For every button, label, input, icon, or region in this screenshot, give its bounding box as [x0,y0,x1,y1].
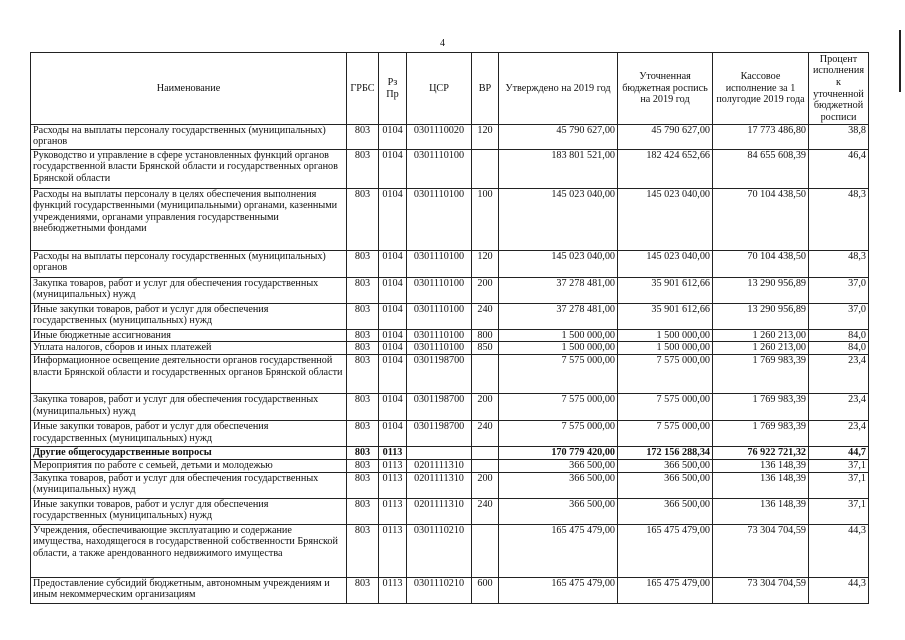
cell-refined: 7 575 000,00 [618,394,713,421]
cell-csr: 0301198700 [407,355,472,394]
cell-refined: 1 500 000,00 [618,330,713,342]
cell-rzpr: 0113 [379,577,407,603]
cell-rzpr: 0113 [379,460,407,472]
cell-cash: 73 304 704,59 [713,577,809,603]
cell-grbs: 803 [347,498,379,524]
cell-csr: 0301110210 [407,577,472,603]
cell-cash: 1 260 213,00 [713,330,809,342]
cell-approved: 145 023 040,00 [499,189,618,251]
cell-grbs: 803 [347,577,379,603]
cell-rzpr: 0104 [379,304,407,330]
cell-grbs: 803 [347,421,379,447]
cell-grbs: 803 [347,460,379,472]
cell-refined: 145 023 040,00 [618,189,713,251]
table-row [31,278,869,304]
cell-approved: 1 500 000,00 [499,342,618,355]
cell-rzpr: 0104 [379,251,407,278]
cell-csr: 0301110100 [407,189,472,251]
cell-grbs: 803 [347,342,379,355]
cell-name: Иные бюджетные ассигнования [31,330,347,342]
cell-name: Расходы на выплаты персоналу государственных (муниципальных) органов [31,125,347,150]
cell-cash: 136 148,39 [713,498,809,524]
table-row [31,304,869,330]
cell-vr: 240 [472,421,499,447]
cell-refined: 182 424 652,66 [618,150,713,189]
cell-grbs: 803 [347,278,379,304]
header-approved: Утверждено на 2019 год [499,53,618,125]
cell-csr: 0201111310 [407,460,472,472]
cell-csr: 0301198700 [407,394,472,421]
cell-csr: 0301110100 [407,342,472,355]
cell-approved: 7 575 000,00 [499,421,618,447]
cell-cash: 70 104 438,50 [713,189,809,251]
cell-approved: 37 278 481,00 [499,304,618,330]
cell-refined: 366 500,00 [618,498,713,524]
cell-cash: 1 769 983,39 [713,394,809,421]
cell-grbs: 803 [347,304,379,330]
cell-approved: 145 023 040,00 [499,251,618,278]
cell-percent: 37,0 [809,278,869,304]
cell-grbs: 803 [347,355,379,394]
cell-csr: 0301110100 [407,304,472,330]
cell-percent: 37,1 [809,472,869,498]
header-refined: Уточненная бюджетная роспись на 2019 год [618,53,713,125]
cell-vr [472,355,499,394]
cell-rzpr: 0104 [379,150,407,189]
cell-grbs: 803 [347,251,379,278]
cell-vr: 200 [472,394,499,421]
cell-name: Руководство и управление в сфере установленных функций органов государственной власти Брянской области и государственных органов Брянской области [31,150,347,189]
cell-percent: 44,7 [809,447,869,460]
table-row [31,524,869,577]
table-row [31,447,869,460]
cell-cash: 136 148,39 [713,472,809,498]
cell-refined: 165 475 479,00 [618,524,713,577]
cell-csr [407,447,472,460]
cell-vr: 600 [472,577,499,603]
cell-refined: 45 790 627,00 [618,125,713,150]
cell-percent: 84,0 [809,330,869,342]
cell-cash: 70 104 438,50 [713,251,809,278]
table-header-row [31,53,869,125]
cell-vr: 240 [472,304,499,330]
cell-refined: 7 575 000,00 [618,421,713,447]
cell-name: Другие общегосударственные вопросы [31,447,347,460]
cell-cash: 1 769 983,39 [713,355,809,394]
cell-rzpr: 0104 [379,342,407,355]
cell-refined: 35 901 612,66 [618,278,713,304]
cell-vr [472,460,499,472]
cell-name: Закупка товаров, работ и услуг для обеспечения государственных (муниципальных) нужд [31,394,347,421]
table-row [31,577,869,603]
cell-approved: 183 801 521,00 [499,150,618,189]
cell-cash: 73 304 704,59 [713,524,809,577]
cell-approved: 45 790 627,00 [499,125,618,150]
cell-approved: 37 278 481,00 [499,278,618,304]
cell-percent: 38,8 [809,125,869,150]
cell-name: Закупка товаров, работ и услуг для обеспечения государственных (муниципальных) нужд [31,278,347,304]
cell-name: Расходы на выплаты персоналу в целях обеспечения выполнения функций государственными (муниципальными) органами, казенными учреждениями, органами управления государственными внебюджетными фондами [31,189,347,251]
table-row [31,150,869,189]
table-row [31,125,869,150]
cell-name: Учреждения, обеспечивающие эксплуатацию и содержание имущества, находящегося в государственной собственности Брянской области, а также арендованного недвижимого имущества [31,524,347,577]
cell-grbs: 803 [347,394,379,421]
header-csr: ЦСР [407,53,472,125]
cell-rzpr: 0113 [379,447,407,460]
cell-cash: 84 655 608,39 [713,150,809,189]
cell-grbs: 803 [347,125,379,150]
cell-name: Иные закупки товаров, работ и услуг для обеспечения государственных (муниципальных) нужд [31,498,347,524]
cell-name: Расходы на выплаты персоналу государственных (муниципальных) органов [31,251,347,278]
table-row [31,342,869,355]
cell-percent: 44,3 [809,577,869,603]
table-row [31,460,869,472]
cell-cash: 13 290 956,89 [713,304,809,330]
cell-percent: 48,3 [809,189,869,251]
cell-approved: 170 779 420,00 [499,447,618,460]
cell-vr: 200 [472,278,499,304]
cell-approved: 165 475 479,00 [499,524,618,577]
cell-percent: 48,3 [809,251,869,278]
cell-approved: 165 475 479,00 [499,577,618,603]
cell-percent: 44,3 [809,524,869,577]
table-row [31,394,869,421]
budget-table [30,52,869,604]
cell-grbs: 803 [347,472,379,498]
cell-refined: 165 475 479,00 [618,577,713,603]
cell-rzpr: 0113 [379,498,407,524]
cell-vr [472,447,499,460]
cell-approved: 1 500 000,00 [499,330,618,342]
table-row [31,498,869,524]
cell-vr: 120 [472,251,499,278]
cell-name: Мероприятия по работе с семьей, детьми и молодежью [31,460,347,472]
cell-percent: 23,4 [809,355,869,394]
cell-grbs: 803 [347,150,379,189]
cell-vr: 850 [472,342,499,355]
cell-vr: 240 [472,498,499,524]
header-rzpr: Рз Пр [379,53,407,125]
cell-name: Иные закупки товаров, работ и услуг для обеспечения государственных (муниципальных) нужд [31,304,347,330]
cell-name: Закупка товаров, работ и услуг для обеспечения государственных (муниципальных) нужд [31,472,347,498]
table-row [31,421,869,447]
cell-rzpr: 0104 [379,355,407,394]
header-cash: Кассовое исполнение за 1 полугодие 2019 года [713,53,809,125]
cell-percent: 84,0 [809,342,869,355]
cell-refined: 366 500,00 [618,460,713,472]
cell-csr: 0201111310 [407,472,472,498]
cell-vr: 200 [472,472,499,498]
cell-vr [472,150,499,189]
cell-cash: 136 148,39 [713,460,809,472]
cell-refined: 145 023 040,00 [618,251,713,278]
cell-approved: 366 500,00 [499,460,618,472]
cell-approved: 7 575 000,00 [499,394,618,421]
cell-csr: 0301110100 [407,330,472,342]
table-row [31,251,869,278]
cell-rzpr: 0104 [379,330,407,342]
cell-percent: 37,1 [809,498,869,524]
cell-csr: 0301110100 [407,251,472,278]
cell-percent: 37,0 [809,304,869,330]
table-row [31,355,869,394]
cell-vr: 100 [472,189,499,251]
cell-name: Информационное освещение деятельности органов государственной власти Брянской области и государственных органов Брянской области [31,355,347,394]
header-grbs: ГРБС [347,53,379,125]
cell-grbs: 803 [347,330,379,342]
header-vr: ВР [472,53,499,125]
cell-approved: 366 500,00 [499,498,618,524]
cell-percent: 23,4 [809,421,869,447]
cell-approved: 7 575 000,00 [499,355,618,394]
header-name: Наименование [31,53,347,125]
cell-rzpr: 0113 [379,472,407,498]
cell-refined: 366 500,00 [618,472,713,498]
cell-rzpr: 0104 [379,125,407,150]
page-number: 4 [440,38,445,49]
cell-csr: 0301110020 [407,125,472,150]
cell-cash: 13 290 956,89 [713,278,809,304]
cell-csr: 0301110100 [407,150,472,189]
cell-rzpr: 0104 [379,278,407,304]
cell-csr: 0301198700 [407,421,472,447]
cell-refined: 172 156 288,34 [618,447,713,460]
cell-rzpr: 0113 [379,524,407,577]
cell-percent: 37,1 [809,460,869,472]
cell-csr: 0301110100 [407,278,472,304]
table-row [31,189,869,251]
cell-percent: 23,4 [809,394,869,421]
cell-cash: 17 773 486,80 [713,125,809,150]
cell-cash: 1 769 983,39 [713,421,809,447]
cell-rzpr: 0104 [379,421,407,447]
cell-refined: 35 901 612,66 [618,304,713,330]
cell-grbs: 803 [347,524,379,577]
cell-approved: 366 500,00 [499,472,618,498]
cell-csr: 0301110210 [407,524,472,577]
cell-name: Предоставление субсидий бюджетным, автономным учреждениям и иным некоммерческим организациям [31,577,347,603]
cell-percent: 46,4 [809,150,869,189]
cell-name: Уплата налогов, сборов и иных платежей [31,342,347,355]
cell-refined: 7 575 000,00 [618,355,713,394]
page-edge-line [899,30,901,92]
cell-csr: 0201111310 [407,498,472,524]
cell-cash: 76 922 721,32 [713,447,809,460]
cell-vr: 800 [472,330,499,342]
cell-grbs: 803 [347,189,379,251]
cell-refined: 1 500 000,00 [618,342,713,355]
cell-cash: 1 260 213,00 [713,342,809,355]
cell-vr: 120 [472,125,499,150]
cell-rzpr: 0104 [379,189,407,251]
cell-vr [472,524,499,577]
header-percent: Процент исполнения к уточненной бюджетной росписи [809,53,869,125]
table-row [31,472,869,498]
cell-rzpr: 0104 [379,394,407,421]
cell-name: Иные закупки товаров, работ и услуг для обеспечения государственных (муниципальных) нужд [31,421,347,447]
table-row [31,330,869,342]
cell-grbs: 803 [347,447,379,460]
